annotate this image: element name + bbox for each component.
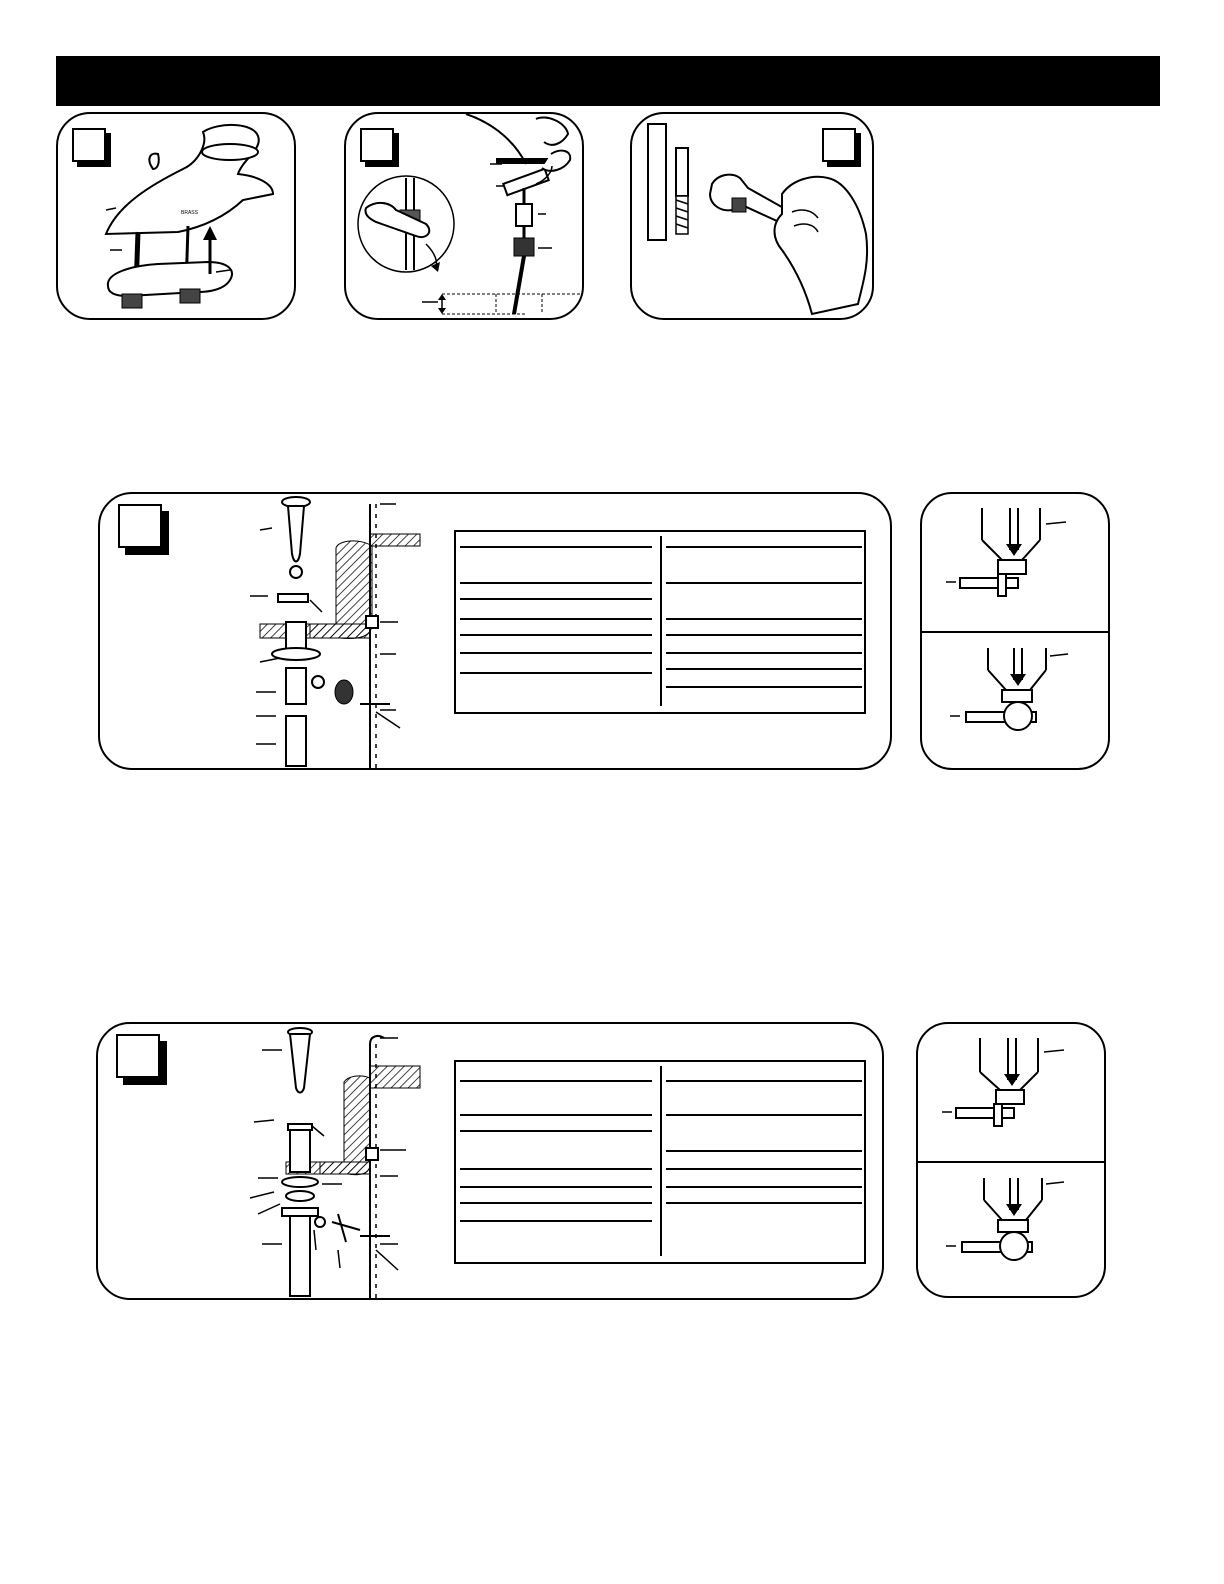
pivot-rod-detail-views	[922, 494, 1110, 770]
supply-line-illustration	[346, 114, 584, 320]
brand-mark: BRASS	[181, 210, 198, 216]
step5-detail-panel	[916, 1022, 1106, 1298]
pivot-rod-detail-views-alt	[918, 1024, 1106, 1298]
table-column-divider	[660, 536, 662, 706]
step1-panel	[56, 112, 296, 320]
wrench-tighten-illustration	[632, 114, 874, 320]
step4-panel	[98, 492, 892, 770]
faucet-mount-illustration	[58, 114, 296, 320]
step5-parts-table	[454, 1060, 866, 1264]
step2-panel	[344, 112, 584, 320]
table-column-divider	[660, 1066, 662, 1256]
step4-parts-table	[454, 530, 866, 714]
page-header-bar	[56, 56, 1160, 106]
step5-panel	[96, 1022, 884, 1300]
step3-panel	[630, 112, 874, 320]
step4-detail-panel	[920, 492, 1110, 770]
